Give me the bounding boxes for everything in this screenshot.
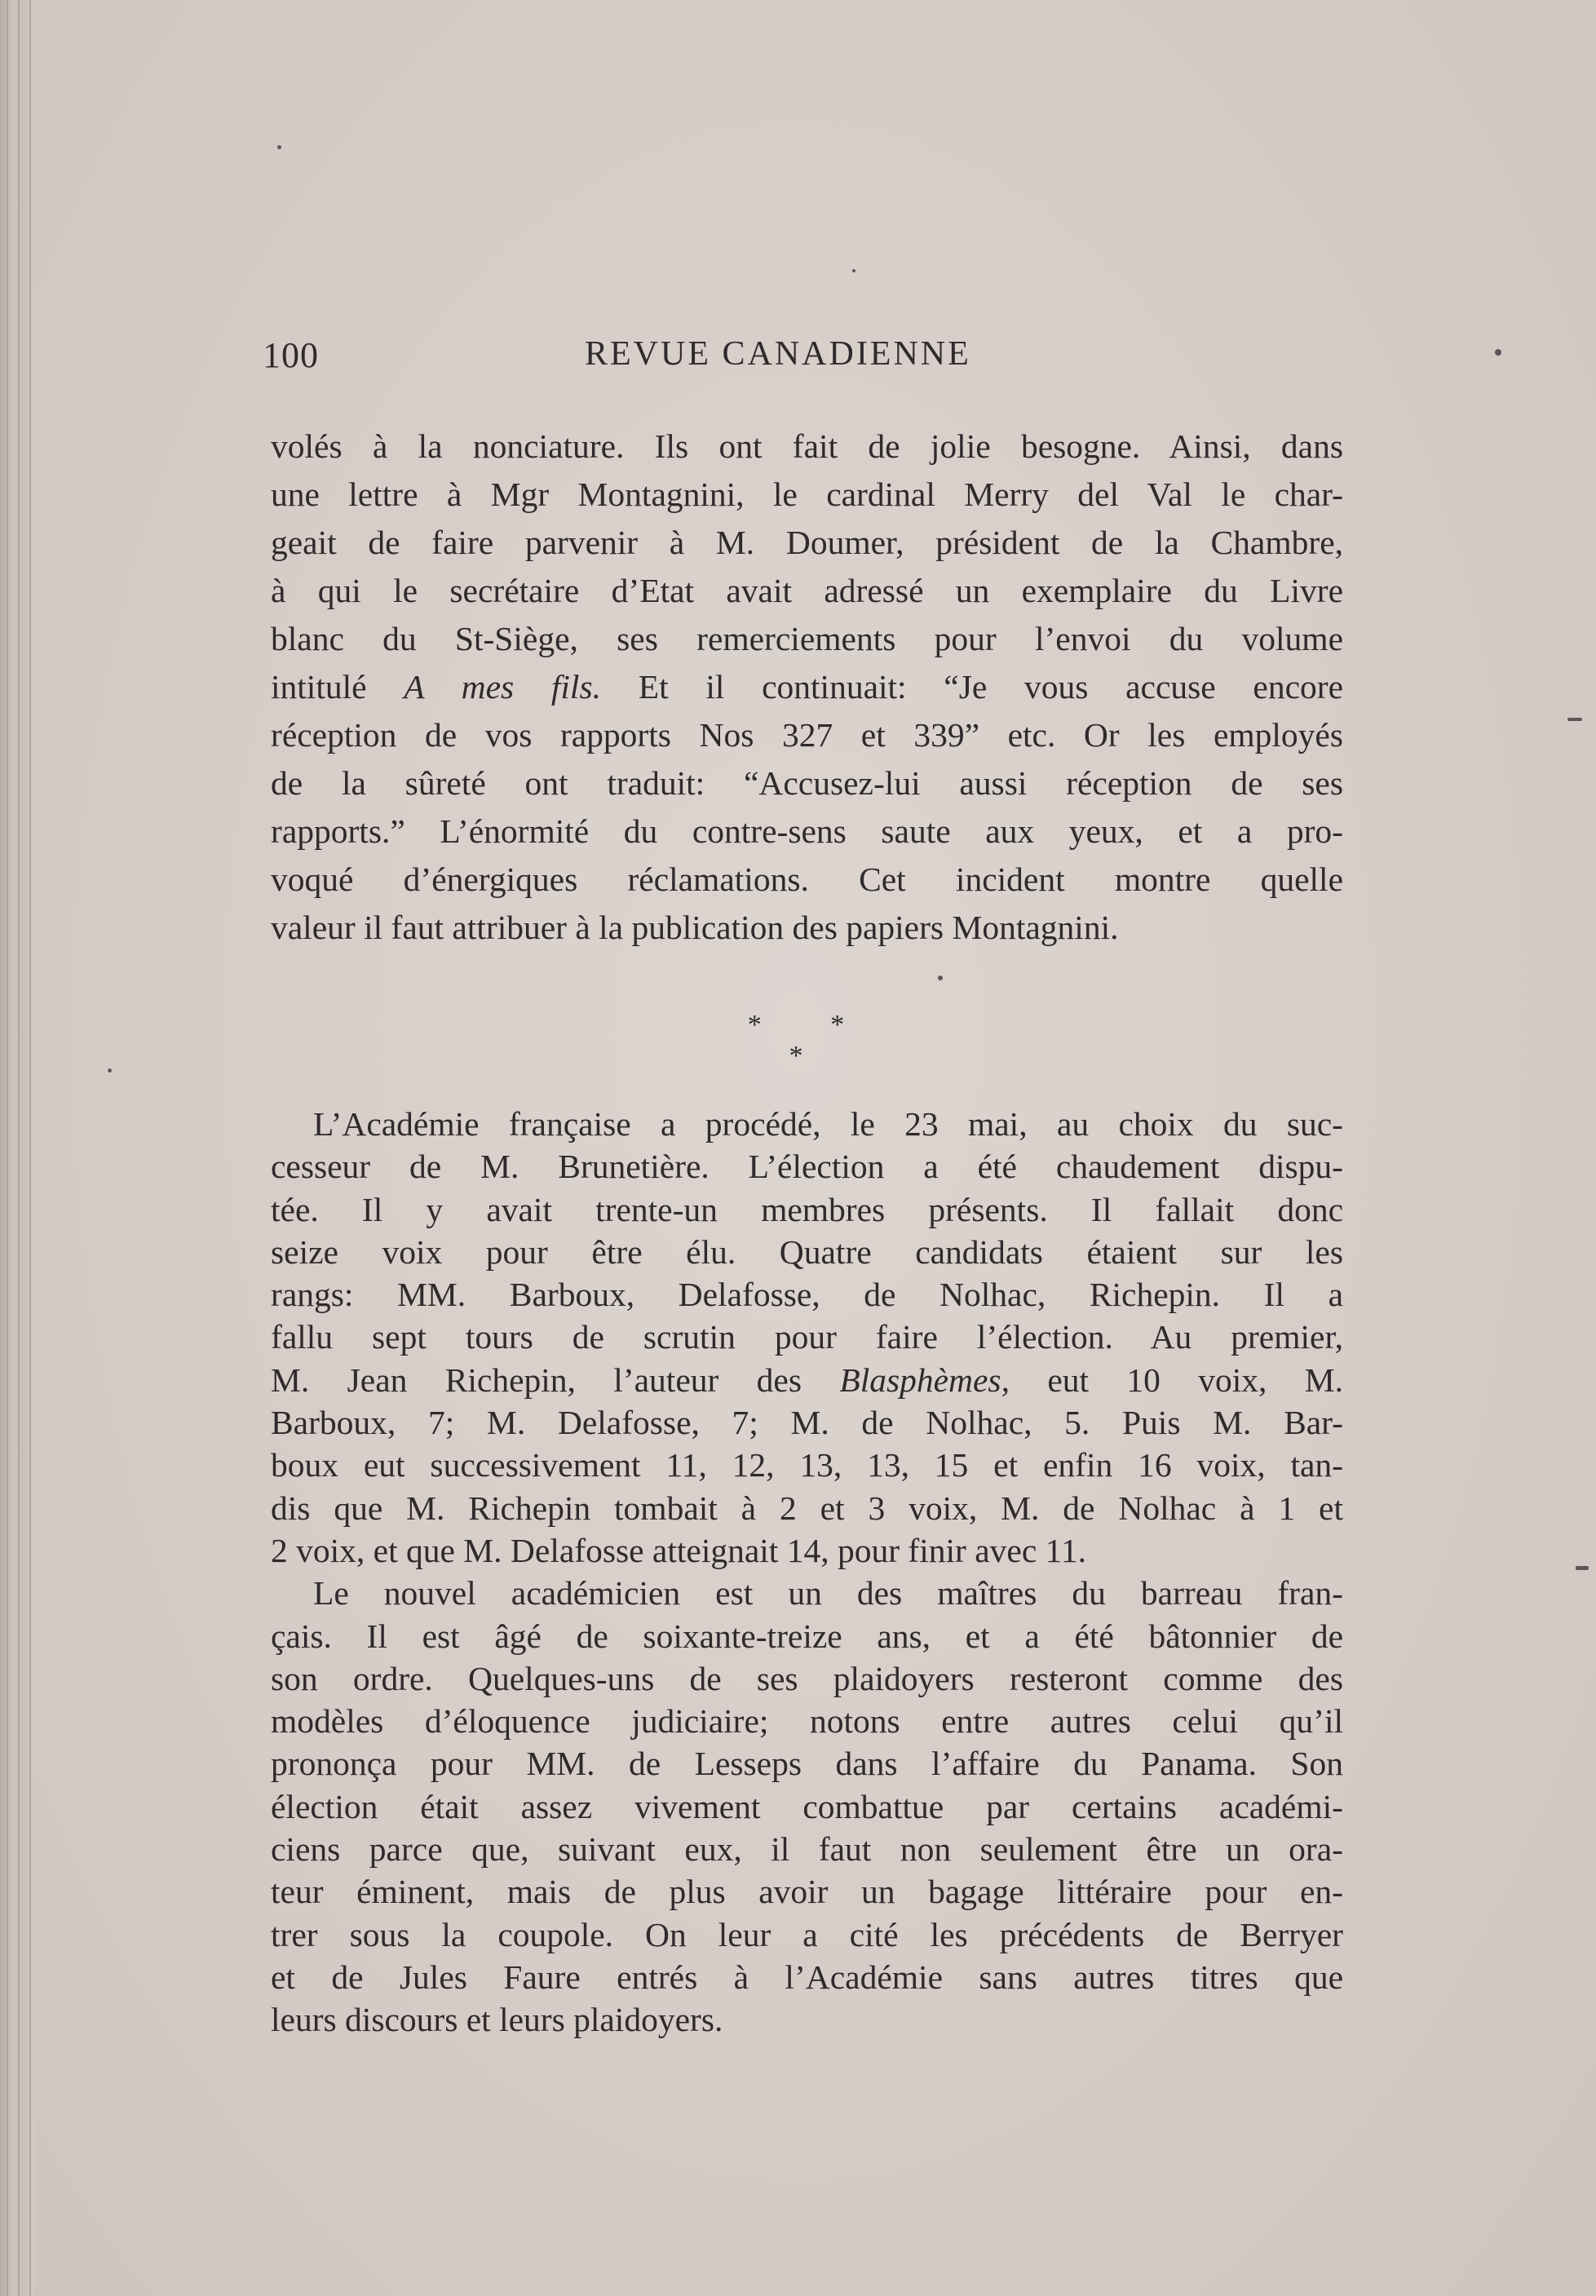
text-line: valeur il faut attribuer à la publication des papiers Montagnini. bbox=[271, 909, 1119, 946]
text-line: rapports.” L’énormité du contre-sens saute aux yeux, et a pro- bbox=[271, 812, 1343, 850]
text-line: modèles d’éloquence judiciaire; notons entre autres celui qu’il bbox=[271, 1702, 1343, 1741]
paragraph-nonciature bbox=[271, 422, 1343, 952]
paper-speck bbox=[852, 269, 855, 272]
paper-speck bbox=[277, 145, 281, 149]
text-line: et de Jules Faure entrés à l’Académie sans autres titres que bbox=[271, 1958, 1343, 1996]
text-line: leurs discours et leurs plaidoyers. bbox=[271, 2001, 723, 2039]
text-line: seize voix pour être élu. Quatre candidats étaient sur les bbox=[271, 1232, 1343, 1271]
text-line: boux eut successivement 11, 12, 13, 13, 15 et enfin 16 voix, tan- bbox=[271, 1446, 1343, 1484]
paper-speck bbox=[1576, 1566, 1589, 1570]
text-line: çais. Il est âgé de soixante-treize ans, et a été bâtonnier de bbox=[271, 1617, 1343, 1655]
text-line: fallu sept tours de scrutin pour faire l’élection. Au premier, bbox=[271, 1318, 1343, 1356]
section-separator: * * * bbox=[747, 1010, 876, 1071]
text-line: ciens parce que, suivant eux, il faut non seulement être un ora- bbox=[271, 1830, 1343, 1869]
paper-speck bbox=[108, 1068, 112, 1073]
text-line: à qui le secrétaire d’Etat avait adressé un exemplaire du Livre bbox=[271, 572, 1343, 609]
text-line: Le nouvel académicien est un des maîtres du barreau fran- bbox=[313, 1574, 1343, 1613]
text-line: L’Académie française a procédé, le 23 mai, au choix du suc- bbox=[313, 1105, 1343, 1143]
text-line: dis que M. Richepin tombait à 2 et 3 voix, M. de Nolhac à 1 et bbox=[271, 1489, 1343, 1527]
paper-speck bbox=[1495, 349, 1501, 356]
paragraphs-academie bbox=[271, 1103, 1343, 2042]
text-line: voqué d’énergiques réclamations. Cet incident montre quelle bbox=[271, 860, 1343, 898]
binding-line bbox=[18, 0, 20, 2296]
text-line: de la sûreté ont traduit: “Accusez-lui aussi réception de ses bbox=[271, 764, 1343, 802]
text-line: trer sous la coupole. On leur a cité les précédents de Berryer bbox=[271, 1915, 1343, 1953]
text-line: tée. Il y avait trente-un membres présents. Il fallait donc bbox=[271, 1190, 1343, 1228]
paper-speck bbox=[1567, 718, 1582, 721]
text-line: prononça pour MM. de Lesseps dans l’affaire du Panama. Son bbox=[271, 1745, 1343, 1783]
text-line: élection était assez vivement combattue par certains académi- bbox=[271, 1787, 1343, 1825]
text-line: une lettre à Mgr Montagnini, le cardinal Merry del Val le char- bbox=[271, 476, 1343, 513]
text-line: réception de vos rapports Nos 327 et 339” etc. Or les employés bbox=[271, 716, 1343, 754]
paper-speck bbox=[938, 975, 943, 980]
binding-line bbox=[29, 0, 31, 2296]
text-line: M. Jean Richepin, l’auteur des Blasphèmes, eut 10 voix, M. bbox=[271, 1360, 1344, 1399]
text-line: son ordre. Quelques-uns de ses plaidoyers resteront comme des bbox=[271, 1659, 1343, 1697]
text-line: cesseur de M. Brunetière. L’élection a été chaudement dispu- bbox=[271, 1148, 1343, 1186]
paragraph-new-academician bbox=[271, 1572, 1343, 2041]
page-number: 100 bbox=[263, 335, 319, 375]
text-line: geait de faire parvenir à M. Doumer, président de la Chambre, bbox=[271, 524, 1343, 561]
text-line: blanc du St-Siège, ses remerciements pour l’envoi du volume bbox=[271, 620, 1343, 657]
text-line: 2 voix, et que M. Delafosse atteignait 14, pour finir avec 11. bbox=[271, 1531, 1086, 1569]
text-line: intitulé A mes fils. Et il continuait: “Je vous accuse encore bbox=[271, 668, 1343, 706]
paragraph-election bbox=[271, 1103, 1343, 1572]
running-title: REVUE CANADIENNE bbox=[585, 335, 971, 373]
text-line: rangs: MM. Barboux, Delafosse, de Nolhac, Richepin. Il a bbox=[271, 1276, 1343, 1314]
text-line: teur éminent, mais de plus avoir un bagage littéraire pour en- bbox=[271, 1873, 1343, 1911]
binding-line bbox=[7, 0, 8, 2296]
page-header bbox=[263, 334, 1339, 383]
text-line: Barboux, 7; M. Delafosse, 7; M. de Nolhac, 5. Puis M. Bar- bbox=[271, 1404, 1343, 1442]
text-line: volés à la nonciature. Ils ont fait de jolie besogne. Ainsi, dans bbox=[271, 427, 1343, 465]
